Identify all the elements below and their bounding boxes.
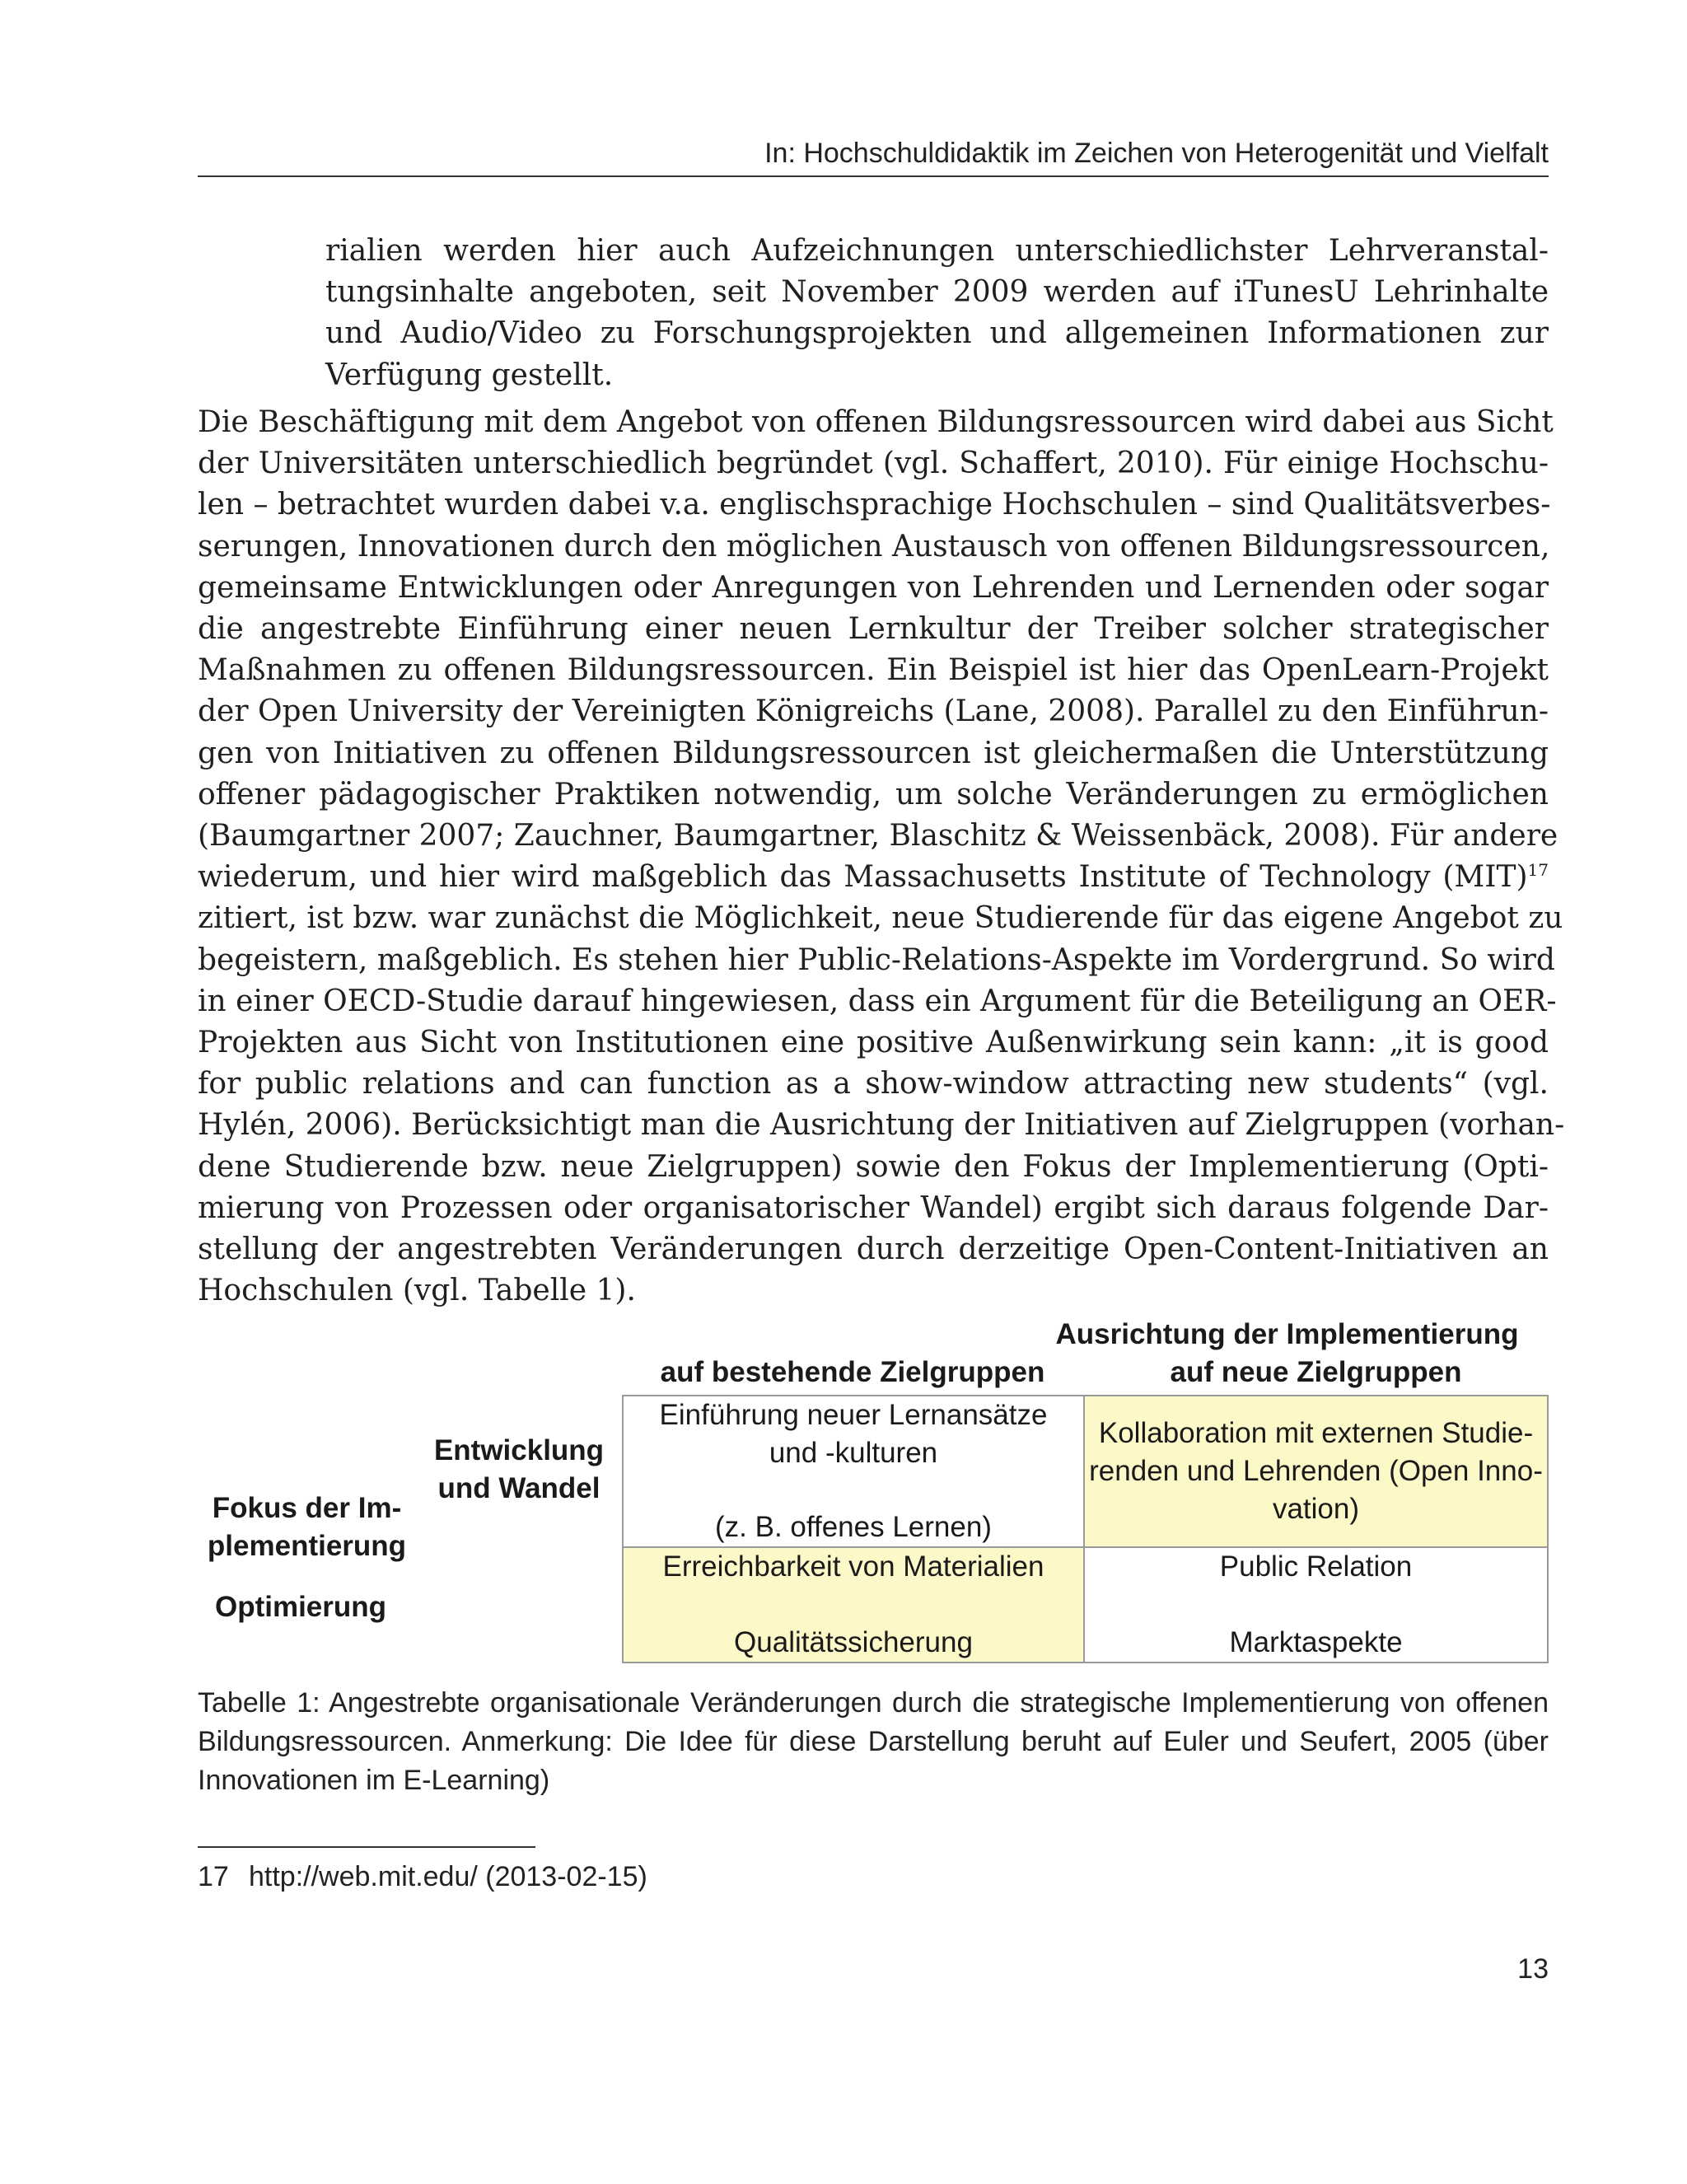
text-line: begeistern, maßgeblich. Es stehen hier Public-Relations-Aspekte im Vordergrund. So wird [198, 942, 1555, 977]
text-line: dene Studierende bzw. neue Zielgruppen) sowie den Fokus der Implementierung (Opti- [198, 1149, 1549, 1184]
text-line: Die Beschäftigung mit dem Angebot von offenen Bildungsressourcen wird dabei aus Sicht [198, 405, 1554, 439]
text-line: der Open University der Vereinigten Königreichs (Lane, 2008). Parallel zu den Einführun- [198, 694, 1549, 729]
text-line: tungsinhalte angeboten, seit November 2009 werden auf iTunesU Lehrinhalte [325, 275, 1549, 310]
cell-text: Kollaboration mit externen Studie- renden und Lehrenden (Open Inno- vation) [1089, 1417, 1543, 1525]
text-line: Hochschulen (vgl. Tabelle 1). [198, 1274, 636, 1308]
text-line: zitiert, ist bzw. war zunächst die Möglichkeit, neue Studierende für das eigene Angebot zu [198, 901, 1563, 936]
text-line: Hylén, 2006). Berücksichtigt man die Ausrichtung der Initiativen auf Zielgruppen (vorhan- [198, 1108, 1565, 1143]
text-line-with-footnote [198, 857, 1549, 898]
cell-text: (z. B. offenes Lernen) [715, 1511, 992, 1543]
cell-text: Einführung neuer Lernansätze und -kulturen [659, 1399, 1048, 1469]
cell-text: Qualitätssicherung [734, 1626, 973, 1658]
cell-text: Marktaspekte [1229, 1626, 1403, 1658]
page-number: 13 [1517, 1953, 1549, 1985]
header-rule [198, 175, 1549, 177]
main-paragraph [198, 402, 1565, 1312]
text-line: stellung der angestrebten Veränderungen durch derzeitige Open-Content-Initiativen an [198, 1232, 1549, 1267]
text-line: mierung von Prozessen oder organisatorischer Wandel) ergibt sich daraus folgende Dar- [198, 1190, 1549, 1225]
text-line: (Baumgartner 2007; Zauchner, Baumgartner, Blaschitz & Weissenbäck, 2008). Für andere [198, 819, 1558, 853]
table-cell-development-existing [622, 1395, 1085, 1548]
text-line: die angestrebte Einführung einer neuen Lernkultur der Treiber solcher strategischer [198, 612, 1549, 647]
column-header-new-groups: auf neue Zielgruppen [1170, 1356, 1462, 1388]
cell-text: Erreichbarkeit von Materialien [662, 1550, 1044, 1583]
text-line: for public relations and can function as a show-window attracting new students“ (vgl. [198, 1067, 1549, 1101]
indented-quote-block [325, 231, 1549, 396]
footnote-reference[interactable]: 17 [1527, 860, 1549, 881]
text-line: offener pädagogischer Praktiken notwendig, um solche Veränderungen zu ermöglichen [198, 777, 1549, 811]
text-line: gemeinsame Entwicklungen oder Anregungen von Lehrenden und Lernenden oder sogar [198, 570, 1549, 605]
cell-text: Public Relation [1219, 1550, 1413, 1583]
text-line: in einer OECD-Studie darauf hingewiesen, dass ein Argument für die Beteiligung an OER- [198, 984, 1557, 1018]
text-line: Verfügung gestellt. [325, 358, 614, 392]
text-line: serungen, Innovationen durch den möglichen Austausch von offenen Bildungsressourcen, [198, 529, 1550, 564]
row-label-optimization: Optimierung [214, 1591, 387, 1623]
text-line: rialien werden hier auch Aufzeichnungen unterschiedlichster Lehrveranstal- [325, 234, 1549, 268]
text-line: gen von Initiativen zu offenen Bildungsressourcen ist gleichermaßen die Unterstützung [198, 736, 1549, 770]
text-line: Maßnahmen zu offenen Bildungsressourcen. Ein Beispiel ist hier das OpenLearn-Projekt [198, 653, 1549, 688]
text-line: Projekten aus Sicht von Institutionen eine positive Außenwirkung sein kann: „it is good [198, 1026, 1549, 1060]
table-top-header: Ausrichtung der Implementierung [1055, 1318, 1519, 1350]
table-caption: Tabelle 1: Angestrebte organisationale Veränderungen durch die strategische Implementierung von offenen Bildungsressourcen. Anmerkung: Die Idee für diese Darstellung beruht auf Euler und Seufert, 2005 (über Innovationen im E-Learning) [198, 1687, 1549, 1796]
table-cell-development-new [1083, 1395, 1549, 1548]
text-line: wiederum, und hier wird maßgeblich das Massachusetts Institute of Technology (MIT) [198, 860, 1528, 895]
text-line: der Universitäten unterschiedlich begründet (vgl. Schaffert, 2010). Für einige Hochschu- [198, 447, 1549, 481]
row-label-development: Entwicklung und Wandel [433, 1434, 605, 1504]
footnote-number: 17 [198, 1861, 229, 1892]
column-header-existing-groups: auf bestehende Zielgruppen [660, 1356, 1045, 1388]
text-line: und Audio/Video zu Forschungsprojekten und allgemeinen Informationen zur [325, 316, 1549, 351]
implementation-table [198, 1316, 1549, 1671]
row-group-label: Fokus der Im- plementierung [207, 1492, 407, 1562]
footnote-rule [198, 1846, 535, 1848]
footnote [198, 1859, 647, 1895]
running-header: In: Hochschuldidaktik im Zeichen von Heterogenität und Vielfalt [764, 138, 1549, 169]
text-line: len – betrachtet wurden dabei v.a. englischsprachige Hochschulen – sind Qualitätsverbes- [198, 488, 1551, 522]
table-cell-optimization-existing [622, 1546, 1085, 1663]
table-cell-optimization-new [1083, 1546, 1549, 1663]
footnote-link[interactable]: http://web.mit.edu/ (2013-02-15) [249, 1861, 647, 1892]
